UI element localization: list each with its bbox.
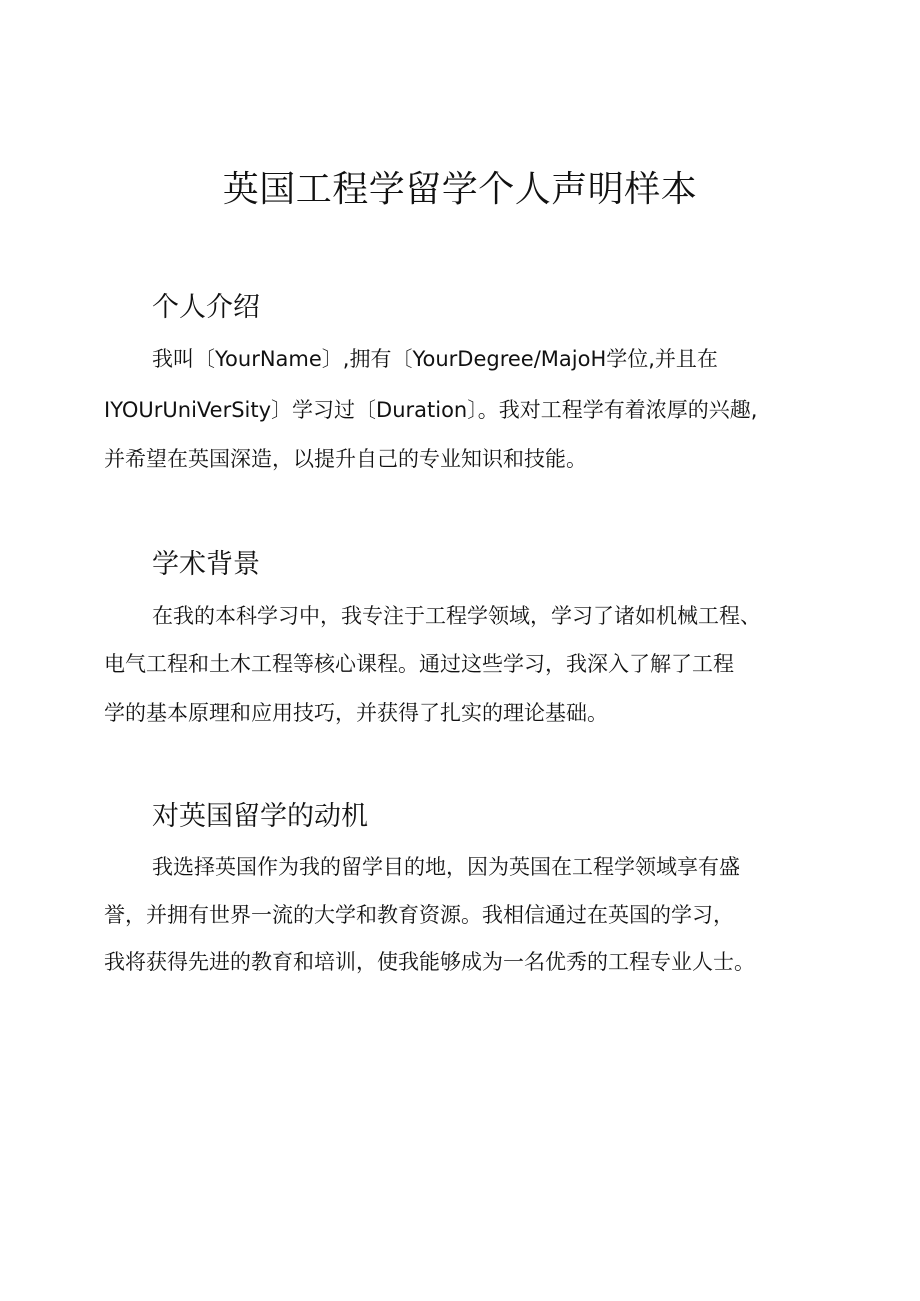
paragraph-line: 我将获得先进的教育和培训，使我能够成为一名优秀的工程专业人士。 xyxy=(104,950,755,974)
paragraph-line: IYOUrUniVerSity〕学习过〔Duration〕。我对工程学有着浓厚的兴趣, xyxy=(104,398,758,422)
page-title: 英国工程学留学个人声明样本 xyxy=(222,169,698,210)
paragraph-line: 学的基本原理和应用技巧，并获得了扎实的理论基础。 xyxy=(104,701,608,725)
section-heading-personal-intro: 个人介绍 xyxy=(152,292,260,323)
paragraph-line: 电气工程和土木工程等核心课程。通过这些学习，我深入了解了工程 xyxy=(104,652,734,676)
paragraph-line: 在我的本科学习中，我专注于工程学领域，学习了诸如机械工程、 xyxy=(152,604,761,628)
paragraph-line: 我叫〔YourName〕,拥有〔YourDegree/MajoH学位,并且在 xyxy=(152,347,718,371)
paragraph-line: 我选择英国作为我的留学目的地，因为英国在工程学领域享有盛 xyxy=(152,855,740,879)
paragraph-line: 并希望在英国深造，以提升自己的专业知识和技能。 xyxy=(104,447,587,471)
section-heading-motivation: 对英国留学的动机 xyxy=(152,801,368,832)
section-heading-academic-background: 学术背景 xyxy=(152,549,260,580)
paragraph-line: 誉，并拥有世界一流的大学和教育资源。我相信通过在英国的学习， xyxy=(104,903,734,927)
